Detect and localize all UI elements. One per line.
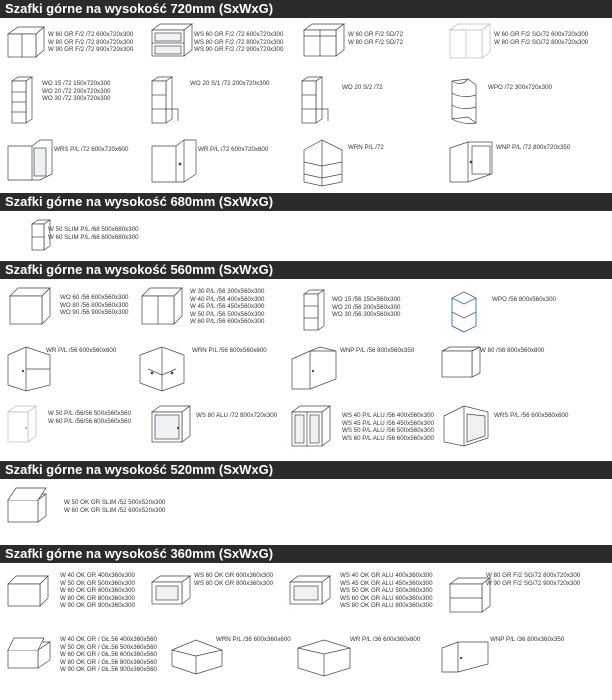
product-spec: W 60 GR F/2 SD/72 <box>348 31 404 38</box>
section-title: Szafki górne na wysokość 360mm (SxWxG) <box>5 546 274 561</box>
open-shelf-unit-icon <box>300 75 336 125</box>
corner-shelf-unit-icon <box>448 75 480 127</box>
flap-cabinet-icon <box>150 570 198 610</box>
product-spec: WRS P/L /56 600x560x600 <box>494 412 569 419</box>
product-spec: WS 80 GR F/2 /72 800x720x300 <box>194 38 284 46</box>
product-spec: W 45 P/L /56 450x560x300 <box>190 303 265 311</box>
product-spec: W 60 OK GR 600x360x300 <box>60 587 135 595</box>
product-spec: WO 15 /72 150x720x300 <box>42 80 111 87</box>
product-spec: WRN P/L /72 <box>348 144 384 151</box>
product-spec: WR P/L /36 600x360x600 <box>350 636 421 643</box>
wall-cabinet-glass-icon <box>150 22 194 58</box>
product-spec: W 40 OK GR 400x360x300 <box>60 572 135 579</box>
product-spec: W 50 SLIM P/L /68 500x680x300 <box>48 226 139 233</box>
product-spec: WS 90 GR F/2 /72 900x720x300 <box>194 46 284 54</box>
product-spec: W 90 OK GR 900x360x300 <box>60 602 135 610</box>
product-spec: W 40 OK GR / GŁ.56 400x360x560 <box>60 636 157 643</box>
product-spec: WPO /72 300x720x300 <box>488 84 552 91</box>
wall-cabinet-icon <box>440 345 484 381</box>
product-spec: WS 40 OK GR ALU 400x360x300 <box>340 572 433 579</box>
section-title: Szafki górne na wysokość 720mm (SxWxG) <box>5 1 274 16</box>
section-title: Szafki górne na wysokość 560mm (SxWxG) <box>5 262 274 277</box>
product-spec: W 50 P/L /56/56 500x560x560 <box>48 410 132 417</box>
section-header <box>0 545 612 563</box>
corner-cabinet-icon <box>290 345 342 393</box>
section-header <box>0 461 612 479</box>
product-spec: W 50 OK GR 500x360x300 <box>60 579 135 587</box>
corner-cabinet-icon <box>440 636 492 676</box>
corner-cabinet-icon <box>150 138 200 188</box>
product-spec: WS 60 OK GR ALU 600x360x300 <box>340 594 433 602</box>
flap-cabinet-icon <box>4 570 56 610</box>
section-header <box>0 261 612 279</box>
product-spec: WO 20 S/1 /72 200x720x300 <box>190 80 270 87</box>
product-spec: W 80 GR F/2 /72 800x720x300 <box>48 38 134 46</box>
product-spec: W 80 GR F/2 SG/72 800x720x300 <box>486 572 581 579</box>
product-spec: WO 60 /56 600x560x300 <box>60 294 129 301</box>
product-spec: WS 80 ALU /72 800x720x300 <box>196 412 278 419</box>
flap-cabinet-icon <box>4 634 58 674</box>
product-spec: WO 20 /72 200x720x300 <box>42 87 111 95</box>
product-spec: W 80 OK GR / GŁ.56 800x360x560 <box>60 658 157 666</box>
product-spec: W 60 OK GR SLIM /52 600x520x300 <box>64 506 166 514</box>
corner-cabinet-icon <box>448 138 496 188</box>
open-shelf-unit-icon <box>10 75 36 125</box>
section-title: Szafki górne na wysokość 520mm (SxWxG) <box>5 462 274 477</box>
product-spec: WO 80 /56 800x560x300 <box>60 301 129 309</box>
wall-cabinet-double-icon <box>6 24 46 60</box>
product-spec: W 80 OK GR 800x360x300 <box>60 594 135 602</box>
product-spec: WO 20 S/2 /72 <box>342 84 383 91</box>
product-spec: WR P/L /72 600x720x600 <box>198 146 269 153</box>
wall-cabinet-double-icon <box>140 286 186 326</box>
product-spec: W 80 /S6 800x560x800 <box>480 347 545 354</box>
product-spec: W 80 GR F/2 SD/72 <box>348 38 404 46</box>
product-spec: W 50 P/L /56 500x560x300 <box>190 310 265 318</box>
product-spec: W 90 GR F/2 SG/72 900x720x300 <box>486 579 581 587</box>
product-spec: W 80 GR F/2 SG/72 800x720x300 <box>494 38 589 46</box>
wall-cabinet-glass-icon <box>290 404 334 448</box>
product-spec: WO 15 /56 150x560x300 <box>332 296 401 303</box>
product-spec: W 30 P/L /56 300x560x300 <box>190 288 265 295</box>
wall-cabinet-glass-icon <box>448 22 492 62</box>
product-spec: WS 45 P/L ALU /56 450x560x300 <box>342 419 434 427</box>
product-spec: WPO /56 800x560x300 <box>492 296 556 303</box>
product-spec: WS 60 GR F/2 /72 600x720x300 <box>194 31 284 38</box>
product-spec: WR P/L /56 600x560x600 <box>46 347 117 354</box>
corner-cabinet-icon <box>138 345 188 393</box>
wall-cabinet-double-icon <box>302 22 346 58</box>
section-header <box>0 0 612 18</box>
product-spec: WS 60 OK GR 600x360x300 <box>194 572 274 579</box>
product-spec: WS 40 P/L ALU /56 400x560x300 <box>342 412 434 419</box>
product-spec: WS 50 P/L ALU /56 500x560x300 <box>342 427 434 435</box>
product-spec: W 40 P/L /56 400x560x300 <box>190 295 265 303</box>
product-spec: W 60 GR F/2 /72 600x720x300 <box>48 31 134 38</box>
corner-cabinet-icon <box>6 138 56 186</box>
product-spec: WNP P/L /72 800x720x350 <box>496 144 571 151</box>
open-shelf-unit-icon <box>150 75 186 125</box>
product-spec: WNP P/L /36 800x360x350 <box>490 636 565 643</box>
product-spec: WRS P/L /72 600x720x600 <box>54 146 129 153</box>
flap-cabinet-icon <box>4 486 54 526</box>
product-spec: W 60 P/L /56/56 600x560x560 <box>48 417 132 425</box>
product-spec: WO 20 /56 200x560x300 <box>332 303 401 311</box>
product-spec: W 90 OK GR / GŁ.56 900x360x560 <box>60 666 157 674</box>
product-spec: WS 60 P/L ALU /56 600x560x300 <box>342 434 434 442</box>
product-spec: W 60 SLIM P/L /68 600x680x300 <box>48 233 139 241</box>
product-spec: WO 30 /72 300x720x300 <box>42 95 111 103</box>
product-spec: W 60 OK GR / GŁ.56 600x360x560 <box>60 651 157 659</box>
open-shelf-unit-icon <box>302 288 328 332</box>
section-title: Szafki górne na wysokość 680mm (SxWxG) <box>5 194 274 209</box>
wall-cabinet-glass-icon <box>6 404 42 444</box>
product-spec: WRN P/L /36 600x360x600 <box>216 636 291 643</box>
corner-cabinet-icon <box>300 138 346 188</box>
product-spec: WRN P/L /56 600x560x600 <box>192 347 267 354</box>
product-spec: WO 30 /56 300x560x300 <box>332 311 401 319</box>
product-spec: WS 50 OK GR ALU 500x360x300 <box>340 587 433 595</box>
product-spec: W 60 P/L /56 600x560x300 <box>190 318 265 326</box>
product-spec: W 50 OK GR / GŁ.56 500x360x560 <box>60 643 157 651</box>
corner-cabinet-icon <box>296 636 354 680</box>
product-spec: W 50 OK GR SLIM /52 500x520x300 <box>64 499 166 506</box>
wall-cabinet-double-icon <box>8 286 54 326</box>
product-spec: W 60 GR F/2 SG/72 600x720x300 <box>494 31 589 38</box>
product-spec: W 90 GR F/2 /72 900x720x300 <box>48 46 134 54</box>
product-spec: WO 90 /56 900x560x300 <box>60 309 129 317</box>
corner-cabinet-icon <box>442 404 492 448</box>
section-header <box>0 193 612 211</box>
wall-cabinet-glass-icon <box>286 570 338 610</box>
product-spec: WNP P/L /56 800x560x350 <box>340 347 415 354</box>
wall-cabinet-glass-icon <box>150 404 194 444</box>
product-spec: WS 80 OK GR ALU 800x360x300 <box>340 602 433 610</box>
product-spec: WS 45 OK GR ALU 450x360x300 <box>340 579 433 587</box>
corner-shelf-unit-icon <box>448 290 480 334</box>
product-spec: WS 80 OK GR 800x360x300 <box>194 579 274 587</box>
